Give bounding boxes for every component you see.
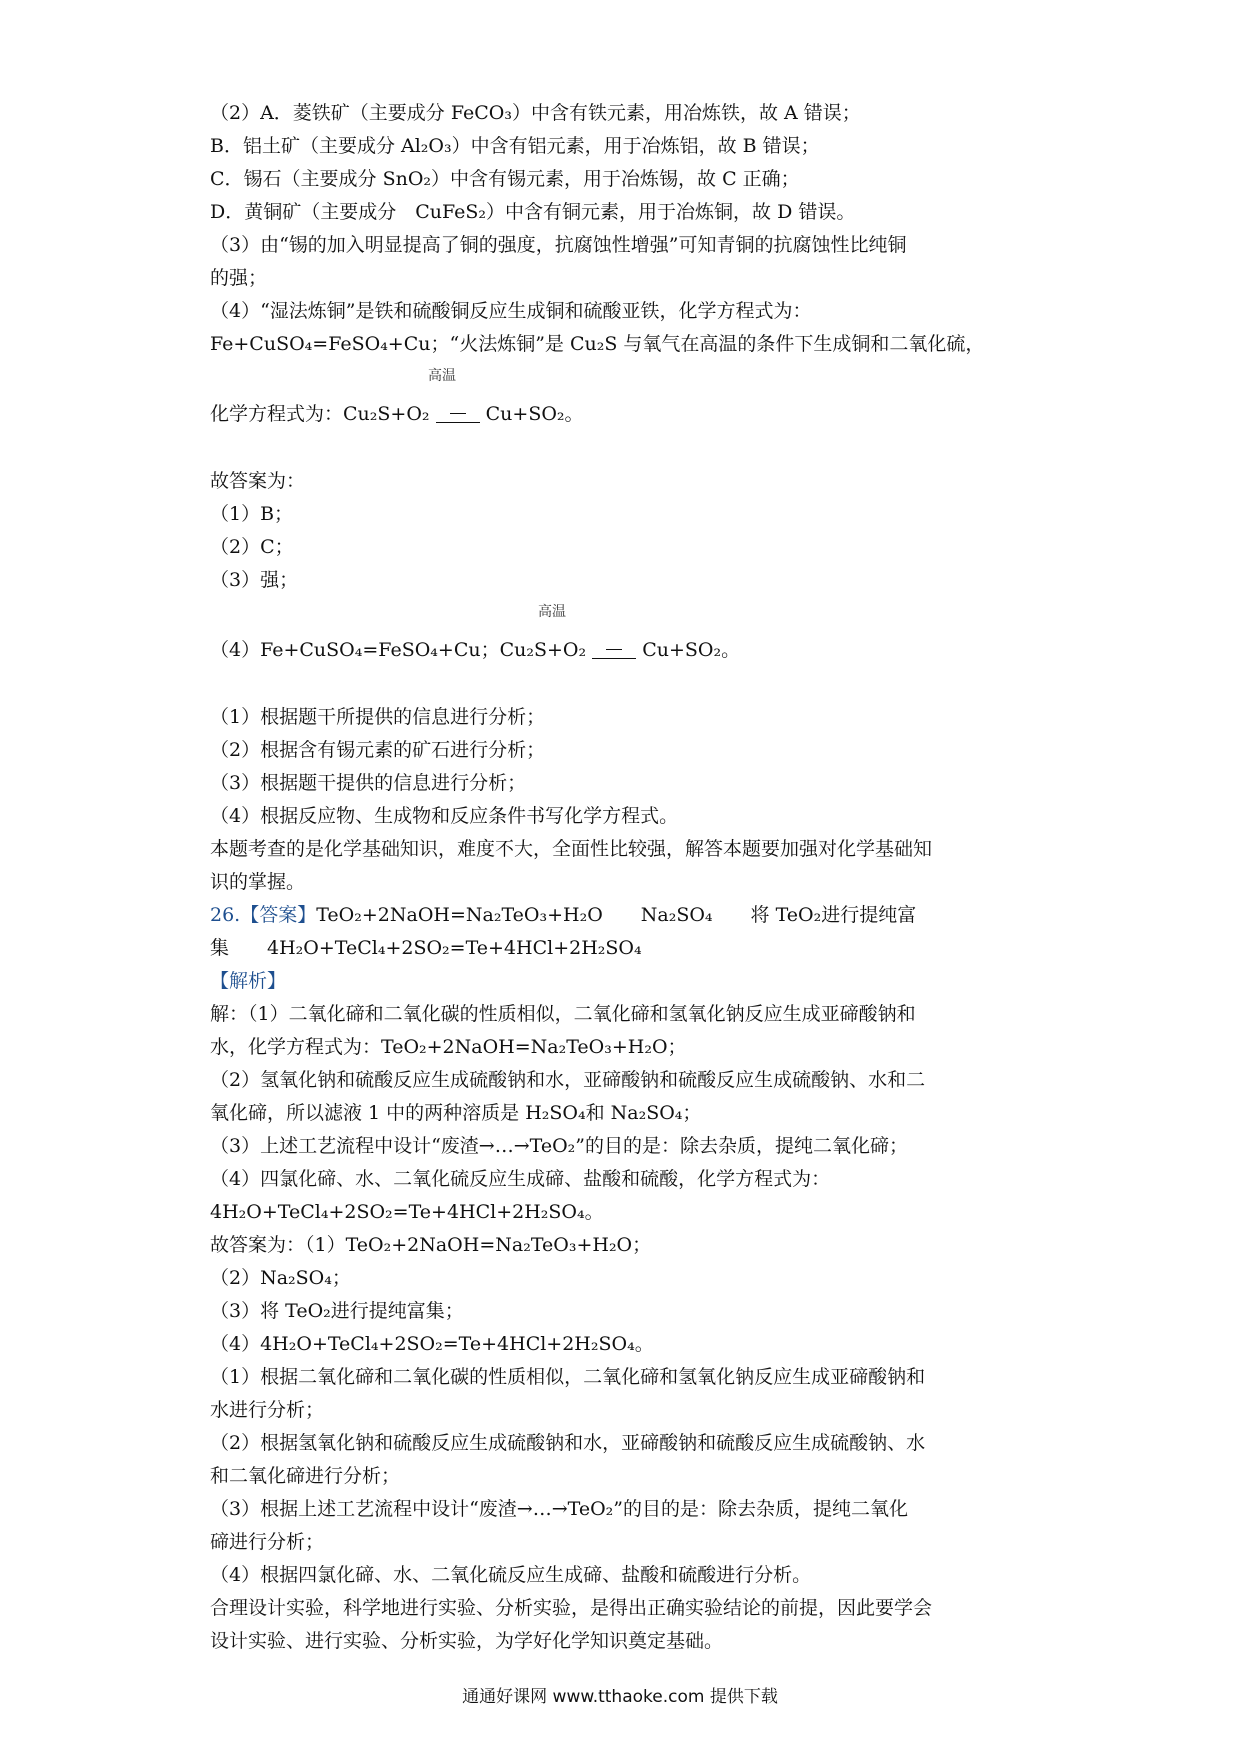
answer-line: （2）C； — [210, 536, 294, 558]
body-line: （3）上述工艺流程中设计“废渣→…→TeO₂”的目的是：除去杂质，提纯二氧化碲； — [210, 1135, 908, 1157]
body-line: 和二氧化碲进行分析； — [210, 1465, 401, 1487]
body-line: （2）Na₂SO₄； — [210, 1267, 351, 1289]
question-26-answer — [210, 899, 1040, 932]
answer-content — [210, 97, 1040, 1658]
body-line: （4）四氯化碲、水、二氧化硫反应生成碲、盐酸和硫酸，化学方程式为： — [210, 1168, 831, 1190]
reaction-condition: 高温 — [428, 368, 456, 384]
equation-arrow-icon — [436, 411, 480, 423]
body-line: 设计实验、进行实验、分析实验，为学好化学知识奠定基础。 — [210, 1630, 724, 1652]
analysis-line: 本题考查的是化学基础知识，难度不大，全面性比较强，解答本题要加强对化学基础知 — [210, 838, 933, 860]
body-line: 氧化碲，所以滤液 1 中的两种溶质是 H₂SO₄和 Na₂SO₄； — [210, 1102, 702, 1124]
text-line: B．铝土矿（主要成分 Al₂O₃）中含有铝元素，用于冶炼铝，故 B 错误； — [210, 135, 820, 157]
text-line: 的强； — [210, 267, 268, 289]
answer-label: 26.【答案】 — [210, 904, 317, 926]
body-line: 水，化学方程式为：TeO₂+2NaOH=Na₂TeO₃+H₂O； — [210, 1036, 687, 1058]
equation-arrow-icon — [592, 647, 636, 659]
text-line: （3）由“锡的加入明显提高了铜的强度，抗腐蚀性增强”可知青铜的抗腐蚀性比纯铜 — [210, 234, 907, 256]
question-26-body — [210, 998, 1040, 1658]
text-line: D．黄铜矿（主要成分 CuFeS₂）中含有铜元素，用于冶炼铜，故 D 错误。 — [210, 201, 856, 223]
equation-suffix: Cu+SO₂。 — [485, 403, 584, 425]
jiexi-label: 【解析】 — [210, 970, 287, 992]
body-line: 解：（1）二氧化碲和二氧化碳的性质相似，二氧化碲和氢氧化钠反应生成亚碲酸钠和 — [210, 1003, 916, 1025]
equation-line-2 — [210, 604, 1040, 667]
analysis-line: （2）根据含有锡元素的矿石进行分析； — [210, 739, 546, 761]
body-line: 4H₂O+TeCl₄+2SO₂=Te+4HCl+2H₂SO₄。 — [210, 1201, 604, 1223]
analysis-line: （4）根据反应物、生成物和反应条件书写化学方程式。 — [210, 805, 679, 827]
analysis-line: 识的掌握。 — [210, 871, 306, 893]
answer-line: （1）B； — [210, 503, 294, 525]
equation-prefix: 化学方程式为：Cu₂S+O₂ — [210, 403, 430, 425]
top-section — [210, 97, 1040, 361]
text-line: （4）“湿法炼铜”是铁和硫酸铜反应生成铜和硫酸亚铁，化学方程式为： — [210, 300, 812, 322]
answer-text: TeO₂+2NaOH=Na₂TeO₃+H₂O Na₂SO₄ 将 TeO₂进行提纯富 — [316, 904, 917, 926]
body-line: 碲进行分析； — [210, 1531, 325, 1553]
body-line: 水进行分析； — [210, 1399, 325, 1421]
answer-line: （3）强； — [210, 569, 299, 591]
text-line: （2）A．菱铁矿（主要成分 FeCO₃）中含有铁元素，用冶炼铁，故 A 错误； — [210, 102, 861, 124]
body-line: 故答案为：（1）TeO₂+2NaOH=Na₂TeO₃+H₂O； — [210, 1234, 652, 1256]
body-line: （3）根据上述工艺流程中设计“废渣→…→TeO₂”的目的是：除去杂质，提纯二氧化 — [210, 1498, 908, 1520]
equation-prefix: （4）Fe+CuSO₄=FeSO₄+Cu；Cu₂S+O₂ — [210, 639, 587, 661]
answer-text-continued: 集 4H₂O+TeCl₄+2SO₂=Te+4HCl+2H₂SO₄ — [210, 937, 642, 959]
body-line: （4）4H₂O+TeCl₄+2SO₂=Te+4HCl+2H₂SO₄。 — [210, 1333, 654, 1355]
reaction-condition: 高温 — [538, 604, 566, 620]
body-line: 合理设计实验，科学地进行实验、分析实验，是得出正确实验结论的前提，因此要学会 — [210, 1597, 933, 1619]
equation-line-1 — [210, 368, 1040, 431]
body-line: （4）根据四氯化碲、水、二氧化硫反应生成碲、盐酸和硫酸进行分析。 — [210, 1564, 812, 1586]
text-line: Fe+CuSO₄=FeSO₄+Cu；“火法炼铜”是 Cu₂S 与氧气在高温的条件下生成铜和二氧化硫， — [210, 333, 985, 355]
page-footer: 通通好课网 www.tthaoke.com 提供下载 — [462, 1687, 778, 1707]
analysis-line: （1）根据题干所提供的信息进行分析； — [210, 706, 546, 728]
body-line: （3）将 TeO₂进行提纯富集； — [210, 1300, 464, 1322]
body-line: （2）氢氧化钠和硫酸反应生成硫酸钠和水，亚碲酸钠和硫酸反应生成硫酸钠、水和二 — [210, 1069, 926, 1091]
analysis-line: （3）根据题干提供的信息进行分析； — [210, 772, 527, 794]
answers-title: 故答案为： — [210, 470, 306, 492]
body-line: （1）根据二氧化碲和二氧化碳的性质相似，二氧化碲和氢氧化钠反应生成亚碲酸钠和 — [210, 1366, 926, 1388]
text-line: C．锡石（主要成分 SnO₂）中含有锡元素，用于冶炼锡，故 C 正确； — [210, 168, 800, 190]
equation-suffix: Cu+SO₂。 — [642, 639, 741, 661]
body-line: （2）根据氢氧化钠和硫酸反应生成硫酸钠和水，亚碲酸钠和硫酸反应生成硫酸钠、水 — [210, 1432, 926, 1454]
